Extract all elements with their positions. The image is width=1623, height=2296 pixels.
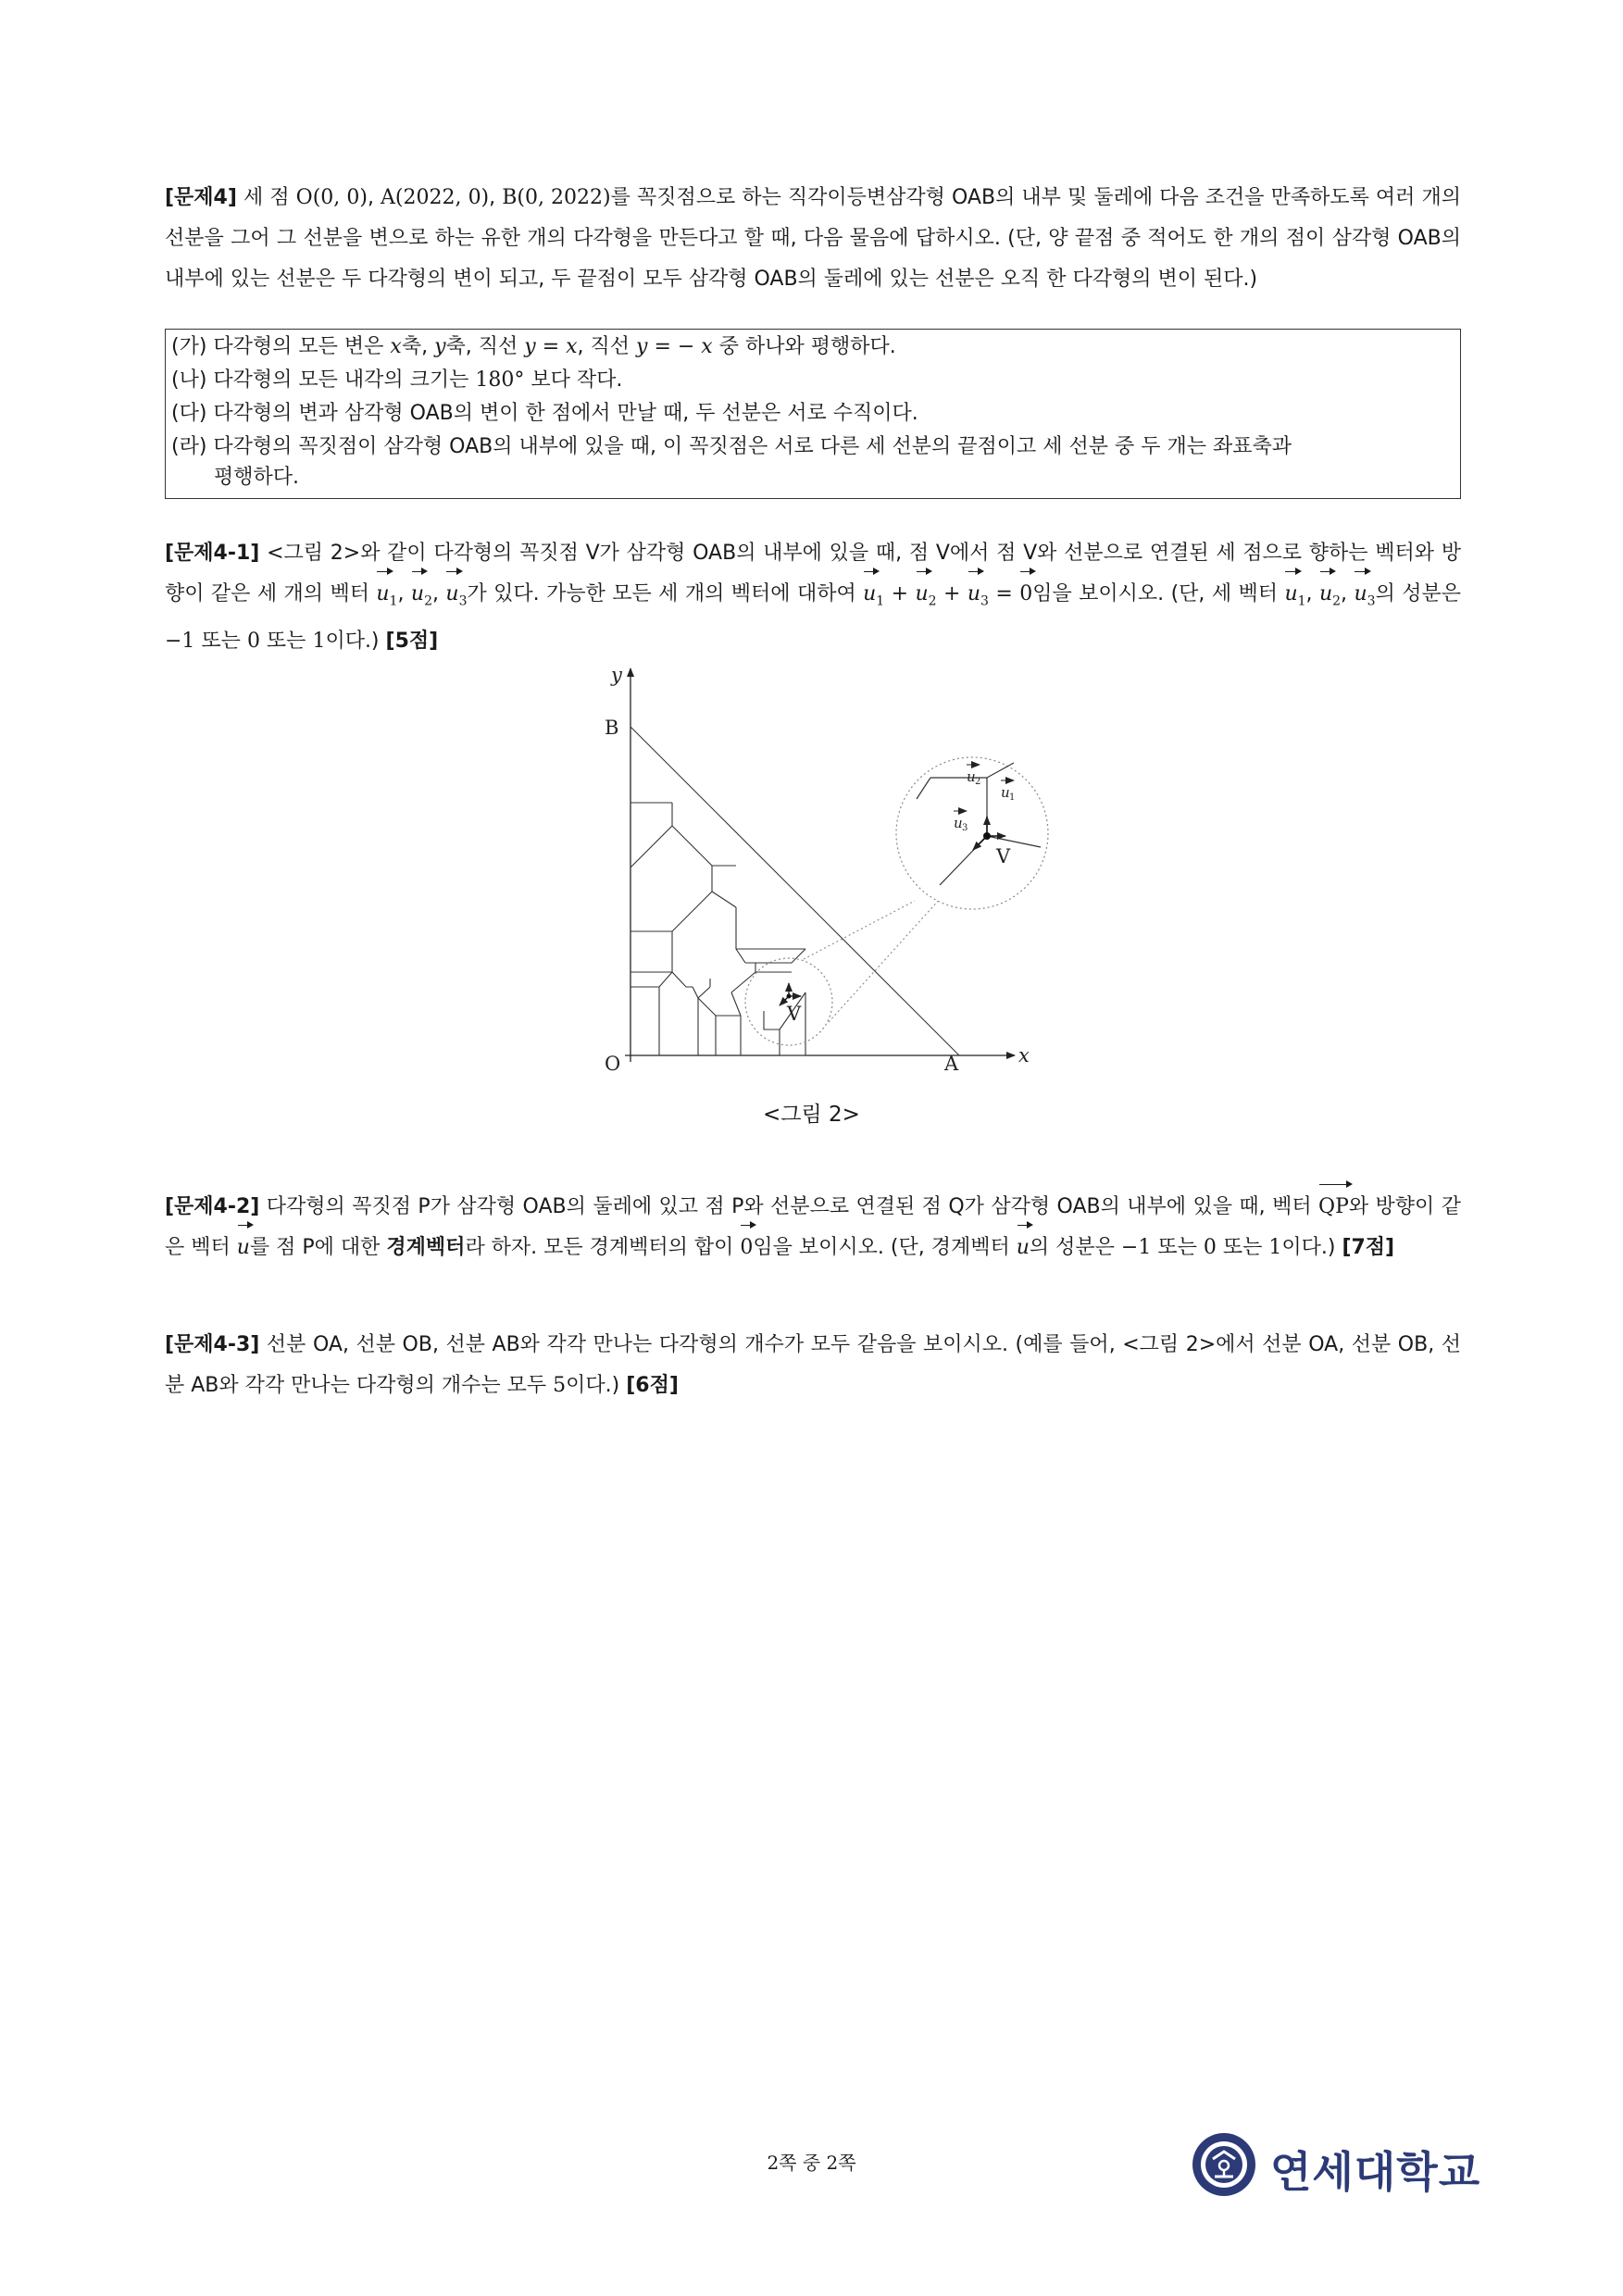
problem4-tag: [문제4] <box>165 186 237 209</box>
svg-text:2: 2 <box>975 777 981 787</box>
zoom-small-circle <box>745 958 832 1045</box>
problem4-3-score: [6점] <box>626 1374 679 1397</box>
svg-text:1: 1 <box>1009 792 1016 803</box>
page-number: 2쪽 중 2쪽 <box>767 2152 856 2174</box>
condition-na: (나) 다각형의 모든 내각의 크기는 180° 보다 작다. <box>171 368 623 392</box>
label-x: x <box>1018 1044 1030 1067</box>
problem4-text: [문제4] 세 점 O(0, 0), A(2022, 0), B(0, 2022)를 꼭짓점으로 하는 직각이등변삼각형 OAB의 내부 및 둘레에 다음 조건을 만족하도록 여러 개의 선분을 그어 그 선분을 변으로 하는 유한 개의 다각형을 만든다고 할 때, 다음 물음에 답하시오. (단, 양 끝점 중 적어도 한 개의 점이 삼각형 OAB의 내부에 있는 선분은 두 다각형의 변이 되고, 두 끝점이 모두 삼각형 OAB의 둘레에 있는 선분은 오직 한 다각형의 변이 된다.) <box>165 186 1461 291</box>
condition-ga: (가) 다각형의 모든 변은 x축, y축, 직선 y = x, 직선 y = − x 중 하나와 평행하다. <box>171 335 896 358</box>
university-seal-icon <box>1191 2131 1257 2198</box>
label-b: B <box>605 717 619 739</box>
svg-text:3: 3 <box>962 823 968 833</box>
university-logo <box>1183 2128 1481 2202</box>
figure-caption: <그림 2> <box>763 1103 860 1127</box>
problem4-1-text: [문제4-1] <그림 2>와 같이 다각형의 꼭짓점 V가 삼각형 OAB의 내부에 있을 때, 점 V에서 점 V와 선분으로 연결된 세 점으로 향하는 벡터와 방향이 같은 세 개의 벡터 $u_1$, $u_2$, $u_3$가 있다. 가능한 모든 세 개의 벡터에 대하여 $u_1 + u_2 + u_3 = 0$임을 보이시오. (단, 세 벡터 $u_1$, $u_2$, $u_3$의 성분은 −1 또는 0 또는 1이다.) [5점] <box>165 542 1461 654</box>
condition-da: (다) 다각형의 변과 삼각형 OAB의 변이 한 점에서 만날 때, 두 선분은 서로 수직이다. <box>171 402 918 425</box>
university-name: 연세대학교 <box>1270 2147 1481 2197</box>
label-u1: u <box>1001 784 1010 801</box>
label-v-small: V <box>787 1003 802 1025</box>
label-u2: u <box>967 768 976 785</box>
problem4-1-score: [5점] <box>385 630 439 654</box>
problem4-3-tag: [문제4-3] <box>165 1333 260 1356</box>
condition-ra-cont: 평행하다. <box>214 466 300 489</box>
problem4-1-tag: [문제4-1] <box>165 542 260 565</box>
figure-2 <box>583 657 1139 1092</box>
condition-box <box>165 329 1461 499</box>
problem4-2-score: [7점] <box>1342 1236 1395 1259</box>
label-u3: u <box>954 815 963 831</box>
condition-ra: (라) 다각형의 꼭짓점이 삼각형 OAB의 내부에 있을 때, 이 꼭짓점은 서로 다른 세 선분의 끝점이고 세 선분 중 두 개는 좌표축과 <box>171 435 1292 458</box>
problem4-2-text: [문제4-2] 다각형의 꼭짓점 P가 삼각형 OAB의 둘레에 있고 점 P와 선분으로 연결된 점 Q가 삼각형 OAB의 내부에 있을 때, 벡터 QP와 방향이 같은 벡터 u를 점 P에 대한 경계벡터라 하자. 모든 경계벡터의 합이 0임을 보이시오. (단, 경계벡터 u의 성분은 −1 또는 0 또는 1이다.) [7점] <box>165 1187 1461 1268</box>
problem4-3-text: [문제4-3] 선분 OA, 선분 OB, 선분 AB와 각각 만나는 다각형의 개수가 모두 같음을 보이시오. (예를 들어, <그림 2>에서 선분 OA, 선분 OB, 선분 AB와 각각 만나는 다각형의 개수는 모두 5이다.) [6점] <box>165 1333 1461 1397</box>
problem4-2-tag: [문제4-2] <box>165 1195 260 1218</box>
label-y: y <box>611 664 622 686</box>
label-o: O <box>605 1053 621 1075</box>
label-a: A <box>944 1053 959 1075</box>
label-v-zoom: V <box>996 845 1011 867</box>
